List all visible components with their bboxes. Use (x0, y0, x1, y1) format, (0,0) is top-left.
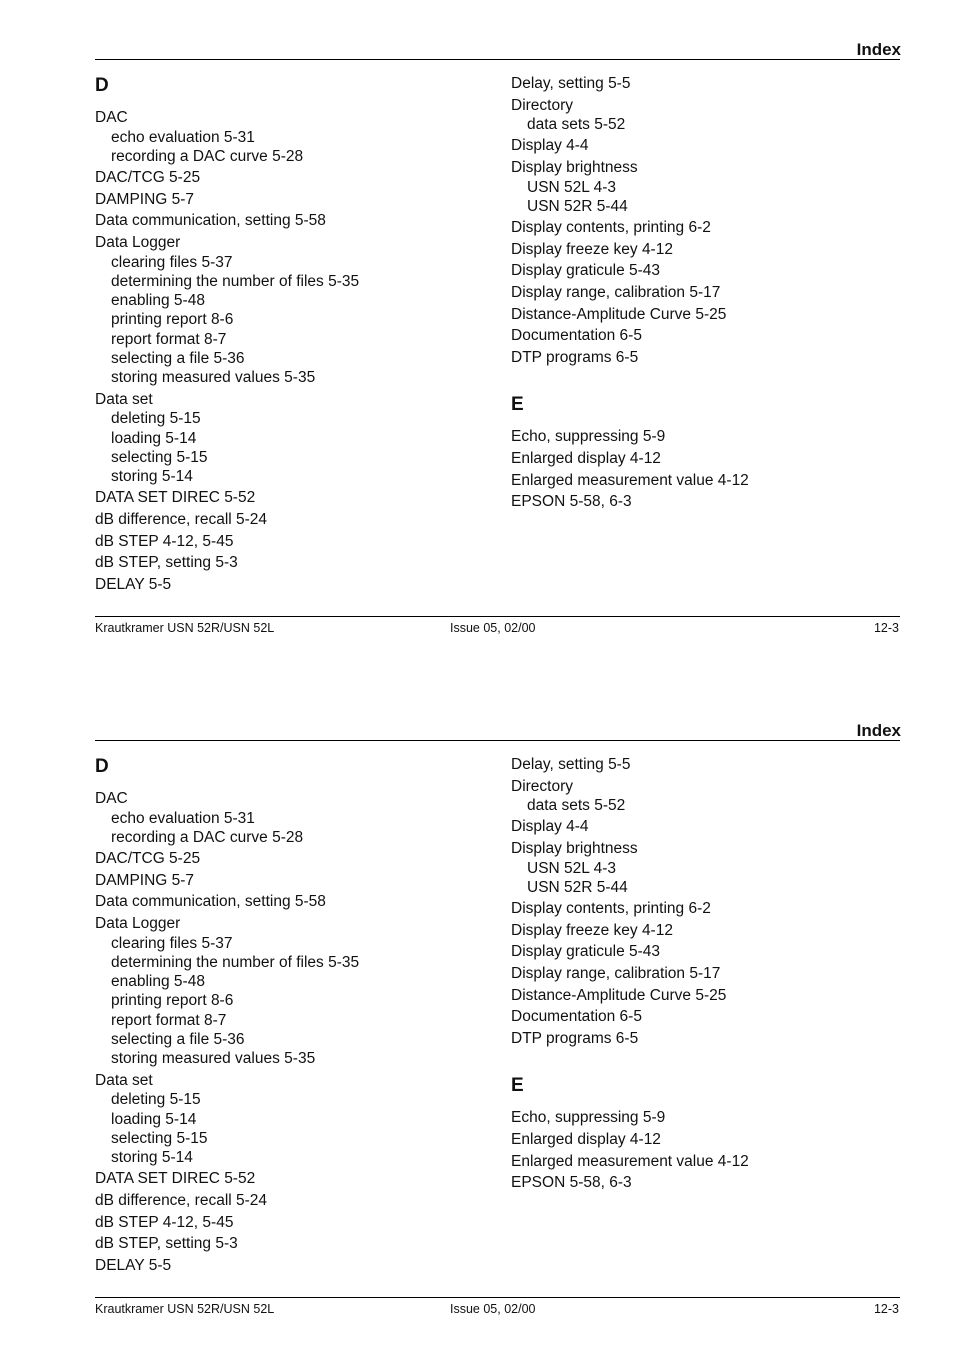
section-gap (511, 1050, 901, 1074)
index-entry (511, 158, 901, 216)
header-rule (95, 59, 900, 60)
entry-subterm: clearing files 5-37 (111, 253, 233, 271)
index-entry (511, 136, 901, 156)
footer-rule (95, 616, 900, 617)
footer-product: Krautkramer USN 52R/USN 52L (95, 1302, 275, 1316)
entry-subterm: storing measured values 5-35 (111, 369, 316, 387)
index-entry (95, 849, 485, 869)
index-entry (95, 914, 485, 1069)
entry-term: DAMPING 5-7 (95, 871, 195, 889)
entry-term: Enlarged display 4-12 (511, 450, 661, 468)
footer-issue: Issue 05, 02/00 (450, 1302, 536, 1316)
index-entry (511, 777, 901, 816)
footer-issue: Issue 05, 02/00 (450, 621, 536, 635)
section-letter: E (511, 1075, 524, 1097)
index-entry (95, 789, 485, 847)
entry-subterm: storing 5-14 (111, 1149, 193, 1167)
index-entry (95, 553, 485, 573)
entry-term: Documentation 6-5 (511, 327, 642, 345)
left-column (95, 74, 485, 596)
footer-page-number: 12-3 (873, 1302, 899, 1316)
entry-list (95, 789, 485, 1275)
index-page-1 (0, 0, 954, 675)
entry-subterm: report format 8-7 (111, 1011, 227, 1029)
index-entry (95, 190, 485, 210)
entry-term: Data Logger (95, 914, 181, 932)
index-entry (511, 283, 901, 303)
entry-subterm: report format 8-7 (111, 330, 227, 348)
index-entry (511, 921, 901, 941)
entry-term: Data set (95, 390, 153, 408)
left-column (95, 755, 485, 1277)
entry-subterm: printing report 8-6 (111, 992, 234, 1010)
section-letter: D (95, 75, 109, 96)
entry-term: Display brightness (511, 840, 638, 858)
entry-subterm: echo evaluation 5-31 (111, 128, 255, 146)
index-entry (511, 755, 901, 775)
entry-term: Display range, calibration 5-17 (511, 965, 721, 983)
entry-term: Enlarged measurement value 4-12 (511, 471, 749, 489)
entry-term: Directory (511, 777, 574, 795)
index-entry (511, 96, 901, 135)
section-letter: E (511, 394, 524, 416)
index-entry (95, 108, 485, 166)
entry-term: Display graticule 5-43 (511, 262, 661, 280)
entry-term: DELAY 5-5 (95, 1256, 172, 1274)
index-entry (95, 510, 485, 530)
entry-term: DAC (95, 109, 128, 126)
entry-subterm: clearing files 5-37 (111, 934, 233, 952)
entry-term: Display range, calibration 5-17 (511, 284, 721, 302)
index-entry (511, 964, 901, 984)
entry-term: Display 4-4 (511, 137, 589, 155)
index-entry (511, 1130, 901, 1150)
entry-term: Documentation 6-5 (511, 1008, 642, 1026)
index-entry (511, 218, 901, 238)
index-entry (511, 348, 901, 368)
entry-term: EPSON 5-58, 6-3 (511, 1174, 632, 1192)
entry-subterm: selecting a file 5-36 (111, 1031, 245, 1049)
index-entry (95, 1169, 485, 1189)
entry-term: DAMPING 5-7 (95, 190, 195, 208)
entry-term: Display contents, printing 6-2 (511, 900, 711, 918)
entry-subterm: deleting 5-15 (111, 1091, 201, 1109)
header-title: Index (856, 40, 901, 59)
entry-term: Distance-Amplitude Curve 5-25 (511, 305, 727, 323)
entry-subterm: loading 5-14 (111, 429, 197, 447)
index-entry (95, 1234, 485, 1254)
entry-term: dB STEP 4-12, 5-45 (95, 1213, 234, 1231)
index-page-2 (0, 681, 954, 1356)
footer-page-number: 12-3 (873, 621, 899, 635)
entry-subterm: USN 52L 4-3 (527, 859, 617, 877)
index-entry (95, 871, 485, 891)
entry-term: DTP programs 6-5 (511, 348, 639, 366)
entry-subterm: data sets 5-52 (527, 797, 626, 815)
entry-subterm: selecting a file 5-36 (111, 350, 245, 368)
right-column (511, 755, 901, 1195)
index-entry (95, 532, 485, 552)
entry-subterm: USN 52R 5-44 (527, 197, 628, 215)
index-entry (95, 233, 485, 388)
entry-term: Enlarged measurement value 4-12 (511, 1152, 749, 1170)
index-entry (511, 261, 901, 281)
section-gap (511, 369, 901, 393)
entry-term: DATA SET DIREC 5-52 (95, 1170, 256, 1188)
entry-subterm: selecting 5-15 (111, 1129, 208, 1147)
index-entry (511, 1108, 901, 1128)
index-entry (511, 839, 901, 897)
index-entry (511, 326, 901, 346)
index-entry (511, 1029, 901, 1049)
entry-subterm: determining the number of files 5-35 (111, 272, 360, 290)
entry-list (511, 755, 901, 1048)
entry-term: DAC/TCG 5-25 (95, 169, 201, 187)
index-entry (95, 1213, 485, 1233)
entry-subterm: determining the number of files 5-35 (111, 953, 360, 971)
entry-subterm: USN 52L 4-3 (527, 178, 617, 196)
entry-term: Enlarged display 4-12 (511, 1131, 661, 1149)
entry-list (95, 108, 485, 594)
entry-term: Echo, suppressing 5-9 (511, 428, 666, 446)
entry-term: DTP programs 6-5 (511, 1029, 639, 1047)
entry-subterm: data sets 5-52 (527, 116, 626, 134)
entry-subterm: USN 52R 5-44 (527, 878, 628, 896)
index-entry (95, 1256, 485, 1276)
index-entry (95, 892, 485, 912)
entry-term: EPSON 5-58, 6-3 (511, 493, 632, 511)
entry-term: dB difference, recall 5-24 (95, 511, 268, 529)
entry-subterm: enabling 5-48 (111, 973, 205, 991)
footer-rule (95, 1297, 900, 1298)
index-entry (511, 1007, 901, 1027)
entry-term: Directory (511, 96, 574, 114)
index-entry (95, 488, 485, 508)
entry-term: Display 4-4 (511, 818, 589, 836)
entry-subterm: recording a DAC curve 5-28 (111, 828, 304, 846)
index-entry (511, 427, 901, 447)
index-entry (95, 168, 485, 188)
entry-term: DELAY 5-5 (95, 575, 172, 593)
index-entry (511, 240, 901, 260)
entry-term: Echo, suppressing 5-9 (511, 1109, 666, 1127)
index-entry (511, 986, 901, 1006)
entry-term: Display freeze key 4-12 (511, 240, 673, 258)
entry-term: DATA SET DIREC 5-52 (95, 489, 256, 507)
entry-subterm: deleting 5-15 (111, 410, 201, 428)
index-entry (95, 575, 485, 595)
index-entry (95, 390, 485, 487)
index-entry (511, 471, 901, 491)
entry-subterm: loading 5-14 (111, 1110, 197, 1128)
entry-term: dB difference, recall 5-24 (95, 1192, 268, 1210)
entry-term: dB STEP, setting 5-3 (95, 554, 238, 572)
entry-list (511, 427, 901, 511)
right-column (511, 74, 901, 514)
entry-subterm: echo evaluation 5-31 (111, 809, 255, 827)
index-entry (95, 211, 485, 231)
section-letter: D (95, 756, 109, 777)
index-entry (95, 1191, 485, 1211)
entry-subterm: printing report 8-6 (111, 311, 234, 329)
entry-term: Data communication, setting 5-58 (95, 212, 326, 230)
entry-term: DAC (95, 790, 128, 807)
entry-term: Display graticule 5-43 (511, 943, 661, 961)
entry-term: DAC/TCG 5-25 (95, 850, 201, 868)
entry-list (511, 1108, 901, 1192)
entry-term: Display freeze key 4-12 (511, 921, 673, 939)
index-entry (511, 1152, 901, 1172)
entry-term: dB STEP, setting 5-3 (95, 1235, 238, 1253)
entry-term: Display contents, printing 6-2 (511, 219, 711, 237)
index-entry (511, 492, 901, 512)
entry-term: Data communication, setting 5-58 (95, 893, 326, 911)
index-entry (511, 942, 901, 962)
entry-term: Delay, setting 5-5 (511, 756, 631, 773)
entry-term: dB STEP 4-12, 5-45 (95, 532, 234, 550)
header-title: Index (856, 721, 901, 740)
index-entry (95, 1071, 485, 1168)
index-entry (511, 74, 901, 94)
index-entry (511, 817, 901, 837)
entry-subterm: storing measured values 5-35 (111, 1050, 316, 1068)
entry-list (511, 74, 901, 367)
header-rule (95, 740, 900, 741)
index-entry (511, 449, 901, 469)
entry-term: Distance-Amplitude Curve 5-25 (511, 986, 727, 1004)
entry-subterm: storing 5-14 (111, 468, 193, 486)
entry-term: Data set (95, 1071, 153, 1089)
entry-term: Data Logger (95, 233, 181, 251)
entry-subterm: enabling 5-48 (111, 292, 205, 310)
entry-term: Display brightness (511, 159, 638, 177)
entry-term: Delay, setting 5-5 (511, 75, 631, 92)
entry-subterm: recording a DAC curve 5-28 (111, 147, 304, 165)
index-entry (511, 305, 901, 325)
footer-product: Krautkramer USN 52R/USN 52L (95, 621, 275, 635)
index-entry (511, 899, 901, 919)
entry-subterm: selecting 5-15 (111, 448, 208, 466)
index-entry (511, 1173, 901, 1193)
